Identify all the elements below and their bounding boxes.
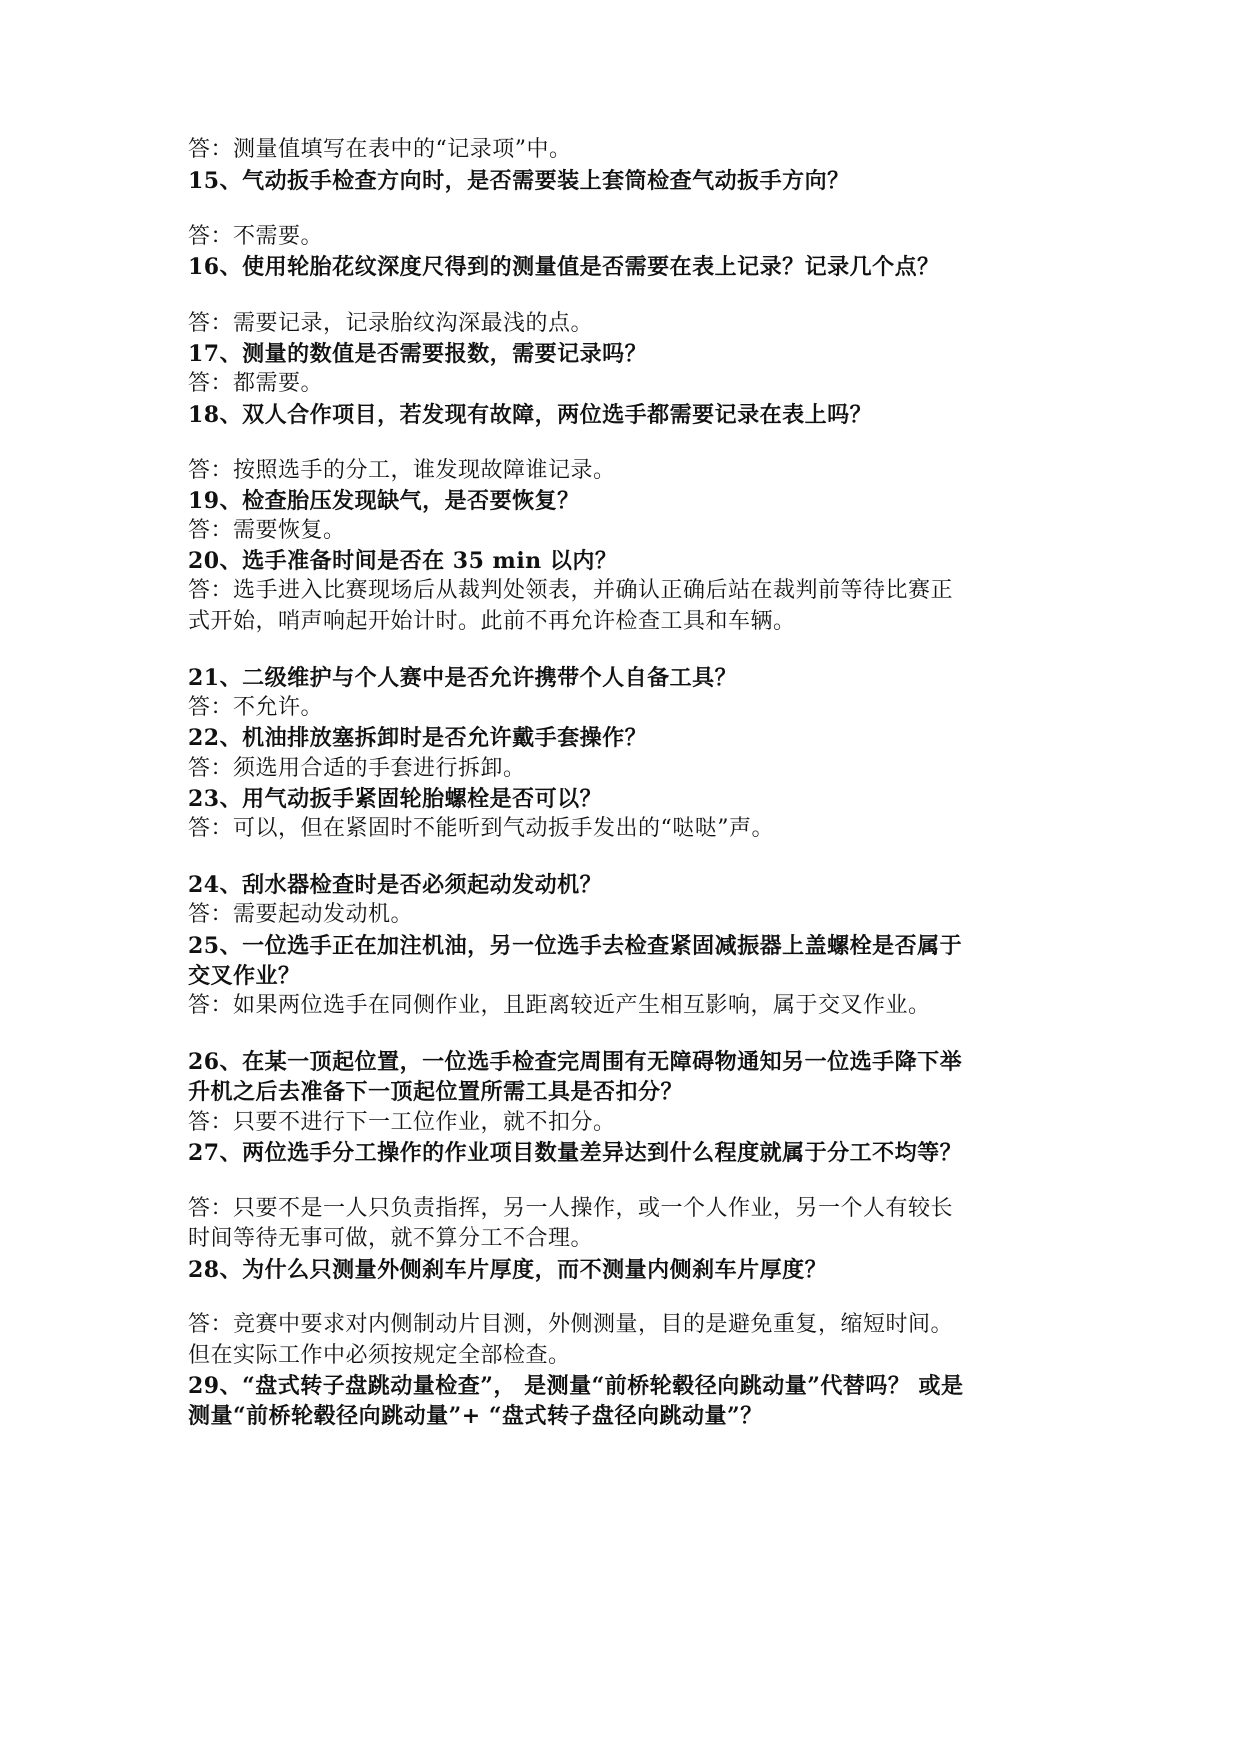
question-line: 15、气动扳手检查方向时，是否需要装上套筒检查气动扳手方向？ <box>188 168 850 194</box>
answer-line: 答：不需要。 <box>188 224 324 249</box>
question-line: 19、检查胎压发现缺气，是否要恢复？ <box>188 488 580 514</box>
question-line: 24、刮水器检查时是否必须起动发动机？ <box>188 872 603 898</box>
question-line: 交叉作业？ <box>188 963 301 989</box>
question-line: 17、测量的数值是否需要报数，需要记录吗？ <box>188 341 648 367</box>
answer-line: 答：都需要。 <box>188 371 324 396</box>
answer-line: 式开始，哨声响起开始计时。此前不再允许检查工具和车辆。 <box>188 609 796 634</box>
question-line: 20、选手准备时间是否在 35 min 以内？ <box>188 548 618 574</box>
answer-line: 答：如果两位选手在同侧作业，且距离较近产生相互影响，属于交叉作业。 <box>188 993 931 1018</box>
question-line: 29、“盘式转子盘跳动量检查”， 是测量“前桥轮毂径向跳动量”代替吗？ 或是 <box>188 1373 964 1399</box>
answer-line: 答：需要记录，记录胎纹沟深最浅的点。 <box>188 311 594 336</box>
question-line: 27、两位选手分工操作的作业项目数量差异达到什么程度就属于分工不均等？ <box>188 1140 963 1166</box>
answer-line: 答：需要起动发动机。 <box>188 902 414 927</box>
answer-line: 答：竞赛中要求对内侧制动片目测，外侧测量，目的是避免重复，缩短时间。 <box>188 1312 954 1337</box>
answer-line: 时间等待无事可做，就不算分工不合理。 <box>188 1226 594 1251</box>
answer-line: 答：须选用合适的手套进行拆卸。 <box>188 756 526 781</box>
answer-line: 答：只要不是一人只负责指挥，另一人操作，或一个人作业，另一个人有较长 <box>188 1196 954 1221</box>
answer-line: 答：选手进入比赛现场后从裁判处领表，并确认正确后站在裁判前等待比赛正 <box>188 578 954 603</box>
answer-line: 答：需要恢复。 <box>188 518 346 543</box>
question-line: 21、二级维护与个人赛中是否允许携带个人自备工具？ <box>188 665 738 691</box>
question-line: 18、双人合作项目，若发现有故障，两位选手都需要记录在表上吗？ <box>188 402 873 428</box>
answer-line: 但在实际工作中必须按规定全部检查。 <box>188 1343 571 1368</box>
answer-line: 答：不允许。 <box>188 695 324 720</box>
question-line: 22、机油排放塞拆卸时是否允许戴手套操作？ <box>188 725 648 751</box>
answer-line: 答：测量值填写在表中的“记录项”中。 <box>188 137 572 162</box>
question-line: 23、用气动扳手紧固轮胎螺栓是否可以？ <box>188 786 603 812</box>
answer-line: 答：可以，但在紧固时不能听到气动扳手发出的“哒哒”声。 <box>188 816 774 841</box>
answer-line: 答：按照选手的分工，谁发现故障谁记录。 <box>188 458 616 483</box>
answer-line: 答：只要不进行下一工位作业，就不扣分。 <box>188 1110 616 1135</box>
question-line: 测量“前桥轮毂径向跳动量”+ “盘式转子盘径向跳动量”？ <box>188 1403 763 1429</box>
question-line: 升机之后去准备下一顶起位置所需工具是否扣分？ <box>188 1079 684 1105</box>
question-line: 28、为什么只测量外侧刹车片厚度，而不测量内侧刹车片厚度？ <box>188 1257 828 1283</box>
question-line: 16、使用轮胎花纹深度尺得到的测量值是否需要在表上记录？记录几个点？ <box>188 254 940 280</box>
question-line: 25、一位选手正在加注机油，另一位选手去检查紧固减振器上盖螺栓是否属于 <box>188 933 963 959</box>
question-line: 26、在某一顶起位置，一位选手检查完周围有无障碍物通知另一位选手降下举 <box>188 1049 963 1075</box>
